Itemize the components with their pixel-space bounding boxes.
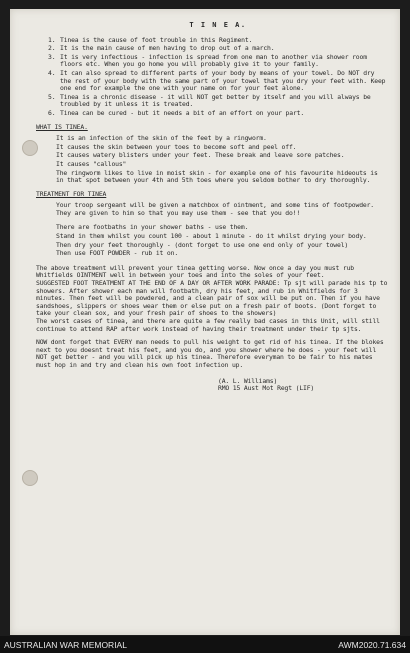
item-text: Tinea can be cured - but it needs a bit of an effort on your part. (60, 108, 305, 117)
numbered-points (48, 37, 388, 118)
paragraph-closing: NOW dont forget that EVERY man needs to pull his weight to get rid of his tinea. If the blokes next to you doesnt treat his feet, and you do, and you shower where he does - your feet will NOT get better - and you will pick up his tinea. Therefore everyman to be fair to his mates must hop in and try and clean his own foot infection up. (36, 338, 384, 369)
list-item (48, 37, 388, 45)
item-number: 1. (48, 35, 56, 44)
treatment-step: Stand in them whilst you count 100 - about 1 minute - do it whilst drying your body. (56, 232, 367, 241)
treatment-intro: Your troop sergeant will be given a matchbox of ointment, and some tins of footpowder. They are given to him so that you may use them - see that you do!! (56, 201, 374, 217)
item-number: 2. (48, 44, 56, 53)
item-number: 3. (48, 52, 56, 61)
footer-institution: AUSTRALIAN WAR MEMORIAL (4, 640, 127, 650)
list-item (48, 45, 388, 53)
footer-accession-number: AWM2020.71.634 (338, 640, 406, 650)
treatment-step: There are footbaths in your shower baths - use them. (56, 223, 249, 232)
item-text: It can also spread to different parts of your body by means of your towel. Do NOT dry the rest of your body with the same part of your towel that you dry your feet with. Keep one end for example the one with your name on for your feet alone. (60, 68, 386, 93)
document-title: T I N E A. (189, 21, 247, 29)
what-line: It causes "callous" (56, 159, 127, 168)
list-item (48, 110, 388, 118)
treatment-step: Then dry your feet thoroughly - (dont forget to use one end only of your towel) (56, 240, 349, 249)
what-section (56, 135, 388, 185)
section-heading-what: WHAT IS TINEA. (36, 122, 88, 131)
section-heading-treatment: TREATMENT FOR TINEA (36, 189, 107, 198)
paragraph-worst-cases: The worst cases of tinea, and there are quite a few really bad cases in this Unit, will still continue to attend RAP after work instead of having their treatment under their tp sjts. (36, 317, 380, 333)
item-text: It is the main cause of men having to drop out of a march. (60, 44, 275, 53)
item-text: Tinea is a chronic disease - it will NOT get better by itself and you will always be troubled by it unless it is treated. (60, 92, 371, 109)
list-item (48, 70, 388, 93)
signature-title: RMO 15 Aust Mot Regt (LIF) (218, 384, 315, 393)
what-line: It causes watery blisters under your feet. These break and leave sore patches. (56, 151, 345, 160)
punch-hole (22, 470, 38, 486)
footer-bar (0, 636, 410, 653)
what-line: It causes the skin between your toes to become soft and peel off. (56, 142, 297, 151)
item-text: Tinea is the cause of foot trouble in this Regiment. (60, 35, 253, 44)
list-item (48, 54, 388, 69)
punch-hole (22, 140, 38, 156)
what-line: It is an infection of the skin of the feet by a ringworm. (56, 134, 267, 143)
what-line: The ringworm likes to live in moist skin - for example one of his favourite hideouts is in that spot between your 4th and 5th toes where you seldom bother to dry thoroughly. (56, 168, 378, 185)
treatment-section (56, 202, 388, 258)
item-number: 5. (48, 92, 56, 101)
treatment-step: Then use FOOT POWDER - rub it on. (56, 249, 179, 258)
item-text: It is very infectious - infection is spread from one man to another via shower room floors etc. When you go home you will probably give it to your family. (60, 52, 367, 69)
paragraph-suggested-treatment: SUGGESTED FOOT TREATMENT AT THE END OF A DAY OR AFTER WORK PARADE: Tp sjt will parade his tp to showers. After shower each man will footbath, dry his feet, and rub in Whitfields for 3 minutes. Then feet will be powdered, and a clean pair of sox will be put on. Then if you have sandshoes, slippers or shoes wear them or else put on a fresh pair of boots. (Dont forget to take your clean sox, and your fresh pair of shoes to the showers) (36, 279, 388, 318)
document-body (36, 21, 388, 393)
item-number: 4. (48, 68, 56, 77)
signature-block (218, 378, 388, 393)
item-number: 6. (48, 108, 56, 117)
list-item (48, 94, 388, 109)
paragraph-ointment: The above treatment will prevent your tinea getting worse. Now once a day you must rub Whitfields OINTMENT well in between your toes and into the soles of your feet. (36, 263, 354, 280)
signature-name: (A. L. Williams) (218, 376, 278, 385)
